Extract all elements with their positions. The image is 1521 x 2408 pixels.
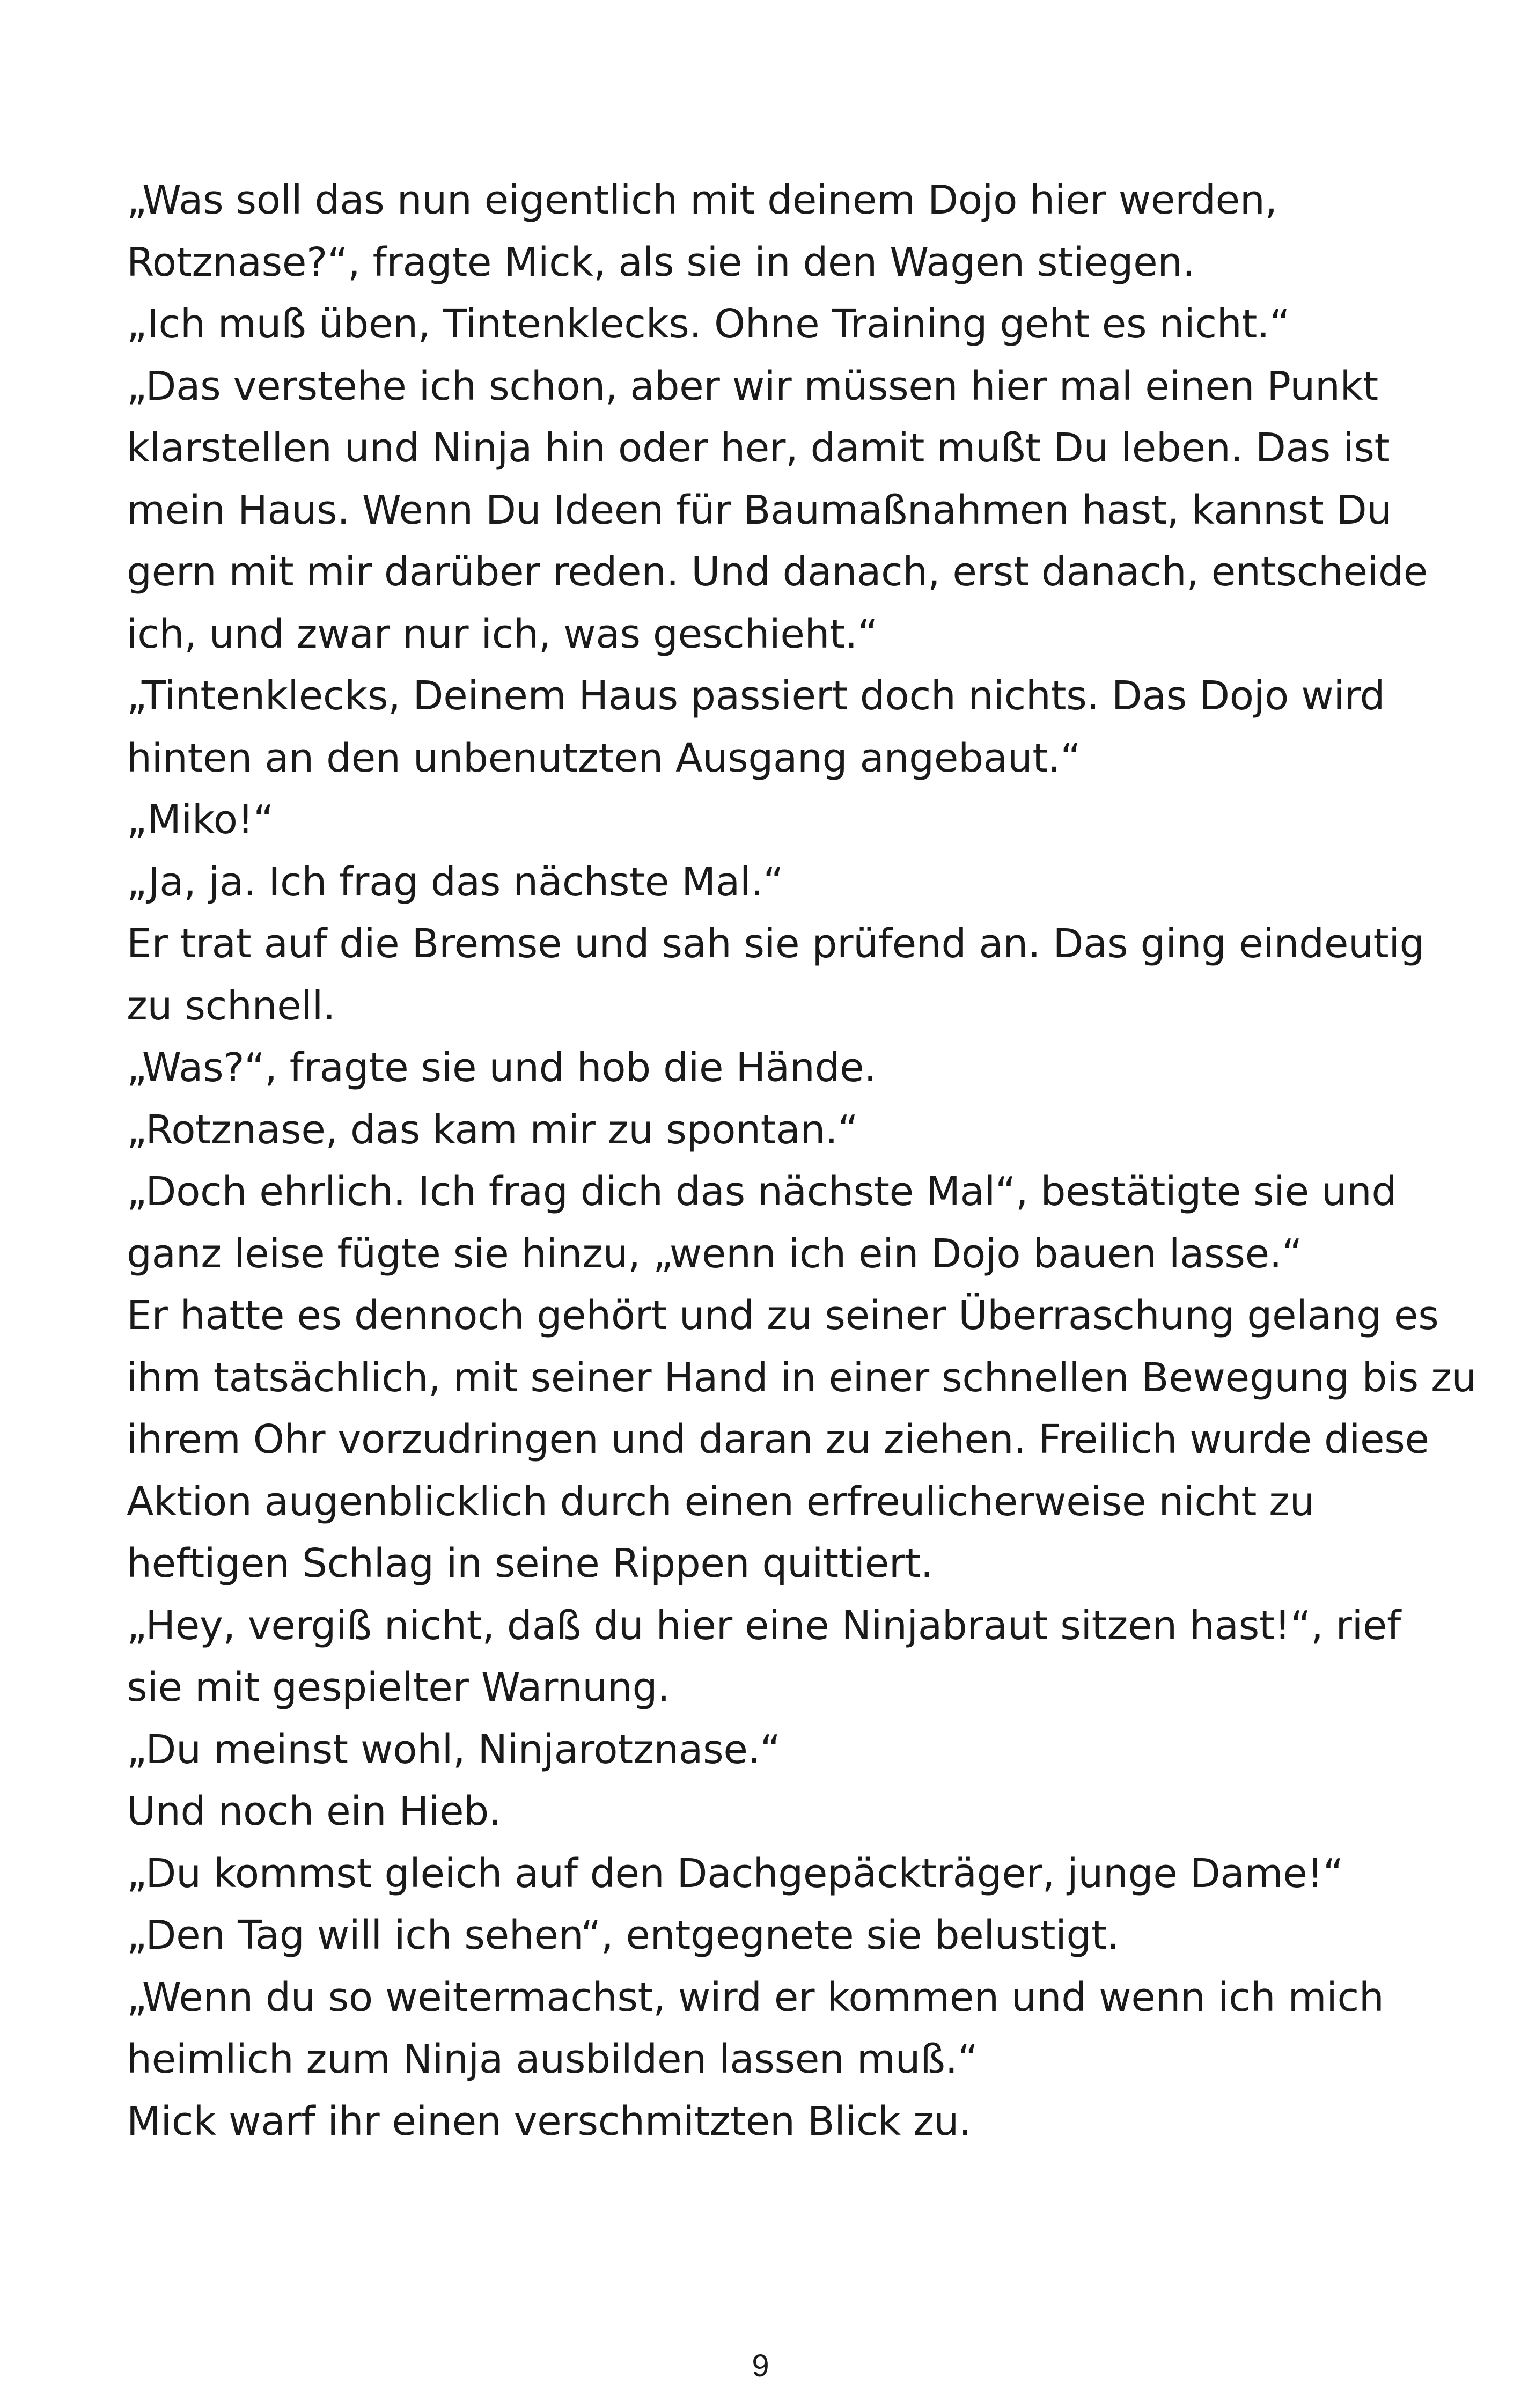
text-line: hinten an den unbenutzten Ausgang angebaut.“ <box>127 735 1081 781</box>
text-line: Rotznase?“, fragte Mick, als sie in den Wagen stiegen. <box>127 239 1195 285</box>
text-line: „Den Tag will ich sehen“, entgegnete sie belustigt. <box>127 1912 1120 1958</box>
text-line: „Was?“, fragte sie und hob die Hände. <box>127 1045 877 1091</box>
text-line: ich, und zwar nur ich, was geschieht.“ <box>127 611 878 657</box>
text-line: klarstellen und Ninja hin oder her, damit mußt Du leben. Das ist <box>127 425 1390 471</box>
text-line: „Doch ehrlich. Ich frag dich das nächste Mal“, bestätigte sie und <box>127 1169 1397 1215</box>
text-line: heimlich zum Ninja ausbilden lassen muß.“ <box>127 2036 978 2082</box>
text-line: ihm tatsächlich, mit seiner Hand in einer schnellen Bewegung bis zu <box>127 1354 1477 1401</box>
page-number: 9 <box>752 2348 769 2383</box>
text-line: Und noch ein Hieb. <box>127 1788 502 1834</box>
text-line: Mick warf ihr einen verschmitzten Blick zu. <box>127 2098 972 2145</box>
text-line: sie mit gespielter Warnung. <box>127 1664 670 1710</box>
text-line: Aktion augenblicklich durch einen erfreulicherweise nicht zu <box>127 1478 1315 1525</box>
text-line: „Miko!“ <box>127 797 274 843</box>
text-line: „Hey, vergiß nicht, daß du hier eine Ninjabraut sitzen hast!“, rief <box>127 1602 1401 1649</box>
text-line: ihrem Ohr vorzudringen und daran zu ziehen. Freilich wurde diese <box>127 1416 1429 1463</box>
text-line: „Ich muß üben, Tintenklecks. Ohne Training geht es nicht.“ <box>127 301 1290 347</box>
text-line: „Wenn du so weitermachst, wird er kommen und wenn ich mich <box>127 1974 1384 2021</box>
text-line: mein Haus. Wenn Du Ideen für Baumaßnahmen hast, kannst Du <box>127 487 1392 533</box>
text-line: „Das verstehe ich schon, aber wir müssen hier mal einen Punkt <box>127 363 1378 409</box>
text-line: ganz leise fügte sie hinzu, „wenn ich ein Dojo bauen lasse.“ <box>127 1230 1303 1277</box>
text-line: „Was soll das nun eigentlich mit deinem Dojo hier werden, <box>127 177 1277 223</box>
text-line: „Ja, ja. Ich frag das nächste Mal.“ <box>127 858 784 905</box>
text-line: „Du kommst gleich auf den Dachgepäckträger, junge Dame!“ <box>127 1850 1343 1897</box>
text-line: Er trat auf die Bremse und sah sie prüfend an. Das ging eindeutig <box>127 921 1425 967</box>
text-line: Er hatte es dennoch gehört und zu seiner Überraschung gelang es <box>127 1293 1439 1339</box>
text-line: heftigen Schlag in seine Rippen quittiert. <box>127 1540 933 1587</box>
text-line: „Tintenklecks, Deinem Haus passiert doch nichts. Das Dojo wird <box>127 673 1385 719</box>
text-line: gern mit mir darüber reden. Und danach, erst danach, entscheide <box>127 549 1428 595</box>
text-line: „Rotznase, das kam mir zu spontan.“ <box>127 1106 858 1153</box>
text-line: zu schnell. <box>127 982 336 1029</box>
text-line: „Du meinst wohl, Ninjarotznase.“ <box>127 1726 781 1773</box>
body-text <box>127 170 1477 2153</box>
